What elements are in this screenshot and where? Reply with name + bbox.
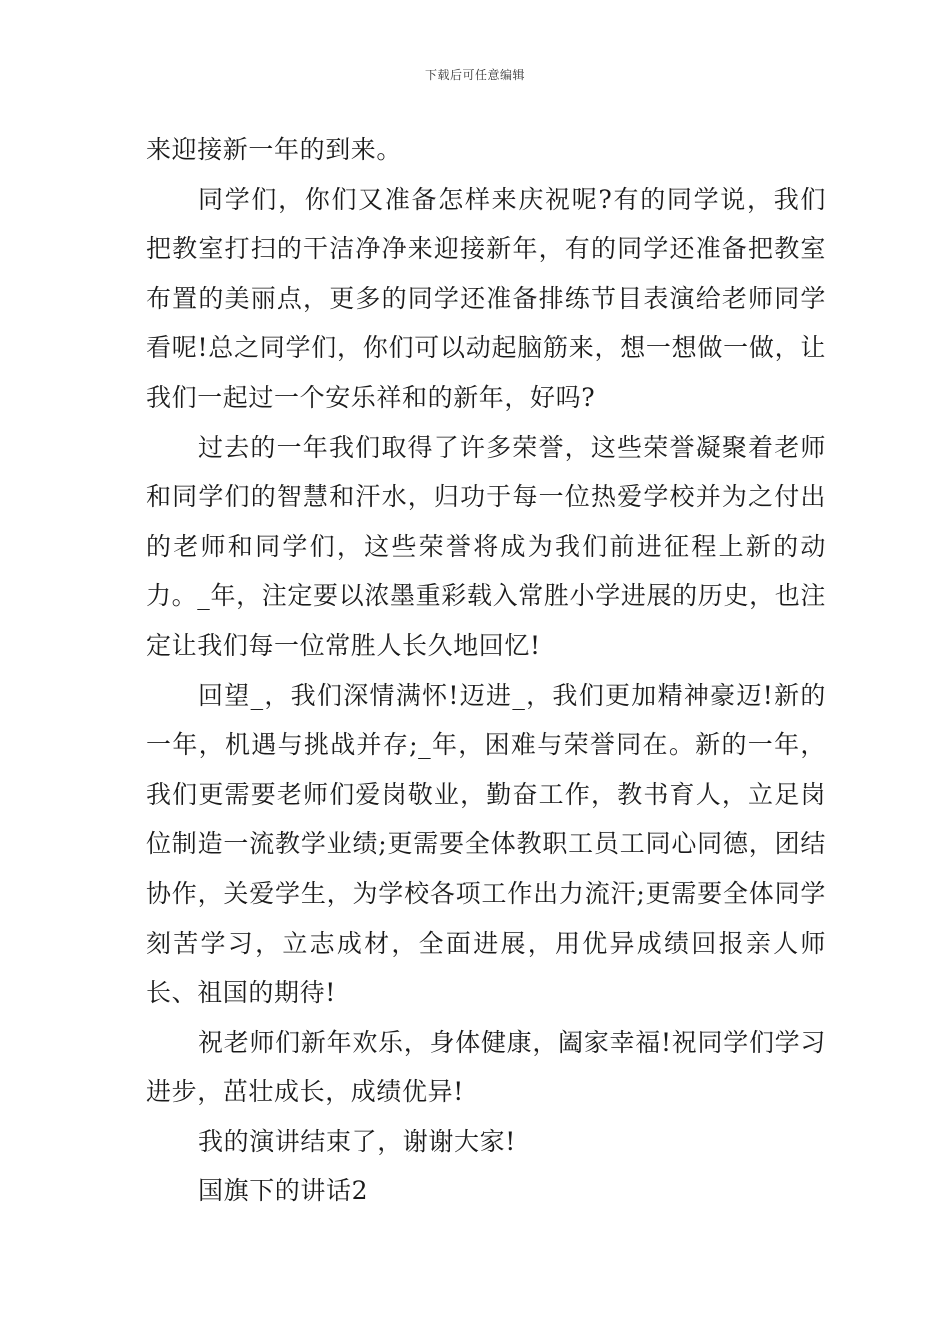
document-body bbox=[146, 125, 826, 1216]
paragraph-3: 过去的一年我们取得了许多荣誉，这些荣誉凝聚着老师和同学们的智慧和汗水，归功于每一位热爱学校并为之付出的老师和同学们，这些荣誉将成为我们前进征程上新的动力。_年，注定要以浓墨重彩载入常胜小学进展的历史，也注定让我们每一位常胜人长久地回忆! bbox=[146, 432, 826, 660]
paragraph-2: 同学们，你们又准备怎样来庆祝呢?有的同学说，我们把教室打扫的干洁净净来迎接新年，有的同学还准备把教室布置的美丽点，更多的同学还准备排练节目表演给老师同学看呢!总之同学们，你们可以动起脑筋来，想一想做一做，让我们一起过一个安乐祥和的新年，好吗? bbox=[146, 184, 826, 412]
paragraph-6: 我的演讲结束了，谢谢大家! bbox=[198, 1126, 516, 1156]
paragraph-5: 祝老师们新年欢乐，身体健康，阖家幸福!祝同学们学习进步，茁壮成长，成绩优异! bbox=[146, 1027, 826, 1107]
paragraph-4: 回望_，我们深情满怀!迈进_，我们更加精神豪迈!新的一年，机遇与挑战并存;_年，困难与荣誉同在。新的一年，我们更需要老师们爱岗敬业，勤奋工作，教书育人，立足岗位制造一流教学业绩;更需要全体教职工员工同心同德，团结协作，关爱学生，为学校各项工作出力流汗;更需要全体同学刻苦学习，立志成材，全面进展，用优异成绩回报亲人师长、祖国的期待! bbox=[146, 680, 826, 1008]
paragraph-1: 来迎接新一年的到来。 bbox=[146, 135, 403, 164]
section-heading: 国旗下的讲话2 bbox=[198, 1176, 369, 1206]
page-header: 下载后可任意编辑 bbox=[424, 68, 525, 82]
